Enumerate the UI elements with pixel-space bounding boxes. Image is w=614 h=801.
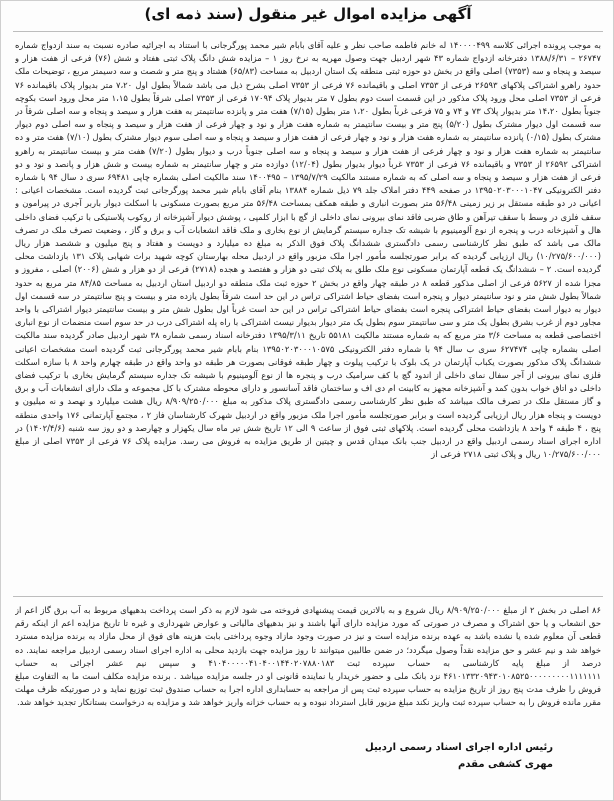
signature-office: رئیس اداره اجرای اسناد رسمی اردبیل <box>365 742 553 753</box>
signature-name: مهری کشفی مقدم <box>458 759 553 770</box>
section-divider <box>13 596 603 597</box>
notice-body-main: به موجب پرونده اجرائی کلاسه ۱۴۰۰۰۰۴۹۹ له خانم فاطمه صاحب نظر و علیه آقای بابام شیر محمد پورگرجانی با استناد به اجرائیه صادره نسبت به سند ازدواج شماره ۲۶۷۴۷ – ۱۳۸۸/۶/۳۱ دفترخانه ازدواج شماره ۴۳ شهر اردبیل جهت وصول مهریه به نرخ روز ۱ – مزایده شش دانگ پلاک ثبتی هفتاد و شش (۷۶) فرعی از هفت هزار و سیصد و پنجاه و سه (۷۳۵۳) اصلی واقع در بخش دو حوزه ثبتی منطقه یک استان اردبیل به مساحت (۶۵/۸۳) هشتاد و پنج متر و شصت و سه دسیمتر مربع ، توضیحات ملک حدود راهرو اشتراکی پلاکهای ۲۶۵۹۳ فرعی از ۷۳۵۳ اصلی و باقیمانده ۷۶ فرعی از ۷۳۵۳ اصلی بشرح ذیل می باشد شمالاً بطول اول ۷،۲۰ متر بدیوار پلاک باقیمانده ۷۶ فرعی از ۷۳۵۳ اصلی محل ورود پلاک مذکور در این قسمت است دوم بطول ۷ متر بدیوار پلاک ۱۷۰۹۴ فرعی از ۷۳۵۳ اصلی شرقاً بطول ۱،۱۵ متر محل ورود است بکوچه جنوباً بطول ۱۴،۲۰ متر بدیوار پلاک ۷۳ و ۷۴ و ۷۵ فرعی غرباً بطول ۱،۲۰ متر بطول (۷/۱۵) هفت متر و پانزده سانتیمتر به هفت هزار و سیصد و پنجاه و سه اصلی شرقاً در سه قسمت اول دیوار مشترک بطول (۵/۲۰) پنج متر و بیست سانتیمتر به شماره هفت هزار و نود و چهار فرعی از هفت هزار و سیصد و پنجاه و سه اصلی دوم دیوار مشترک بطول (۰/۱۵) پانزده سانتیمتر به شماره هفت هزار و نود و چهار فرعی از هفت هزار و سیصد و پنجاه و سه اصلی سوم دیوار مشترک بطول (۷/۱۰) هفت متر و ده سانتیمتر به شماره هفت هزار و نود و چهار فرعی از هفت هزار و سیصد و پنجاه و سه اصلی جنوباً درب و دیوار بطول (۷/۲۰) هفت متر و بیست سانتیمتر به راهرو اشتراکی ۲۶۵۹۲ از ۷۳۵۳ و باقیمانده ۷۶ فرعی از ۷۳۵۳ غرباً دیوار بدیوار بطول (۱۲/۰۴) دوازده متر و چهار سانتیمتر به شماره بیست و شش هزار و پانصد و نود و دو فرعی از هفت هزار و سیصد و پنجاه و سه اصلی که به شماره مستند مالکیت ۱۳۹۵/۷/۲۹ – ۱۴۰۰۴۹۵ سند مالکیت اصلی بشماره چاپی ۶۹۴۸۱ سری د سال ۹۴ با شماره دفتر الکترونیکی ۱۳۹۵۰۲۰۳۰۰۰۱۰۴۷ در صفحه ۴۴۹ دفتر املاک جلد ۷۹ ذیل شماره ۱۳۸۸۴ بنام آقای بابام شیر محمد پورگرجانی ثبت گردیده است. مشخصات اعیانی : اعیانی در دو طبقه مستقل بر زیر زمینی ۵۶/۴۸ متر بصورت انباری و طبقه همکف بمساحت ۵۶/۴۸ متر مربع بصورت مسکونی با اسکلت دیوار باربر آجری در پیرامون و سقف فلزی در وسط با سقف تیرآهن و طاق ضربی فاقد نمای بیرونی نمای داخلی از گچ با ابزار کلمپی ، پوشش دیوار آشپزخانه از روکوب پلاستیکی با ترکیب فضای داخلی هال و آشپزخانه درب و پنجره از نوع آلومینیوم با شیشه تک جداره سیستم گرمایش از نوع بخاری و ملک فاقد انشعابات آب و برق و گاز ، وضعیت تصرف ملک در تصرف مالک می باشد که طبق نظر کارشناسی رسمی دادگستری ششدانگ پلاک فوق الذکر به مبلغ ده میلیارد و دویست و هفتاد و پنج میلیون و ششصد هزار ریال (۱۰/۲۷۵/۶۰۰/۰۰۰) ریال ارزیابی گردیده که برابر صورتجلسه مأمور اجرا ملک مزبور واقع در اردبیل محله بهارستان کوچه شهید برات شهابی پلاک ۱۳۱ بازداشت محلی گردیده است. ۲ – ششدانگ یک قطعه آپارتمان مسکونی نوع ملک طلق به پلاک ثبتی دو هزار و هفتصد و هجده (۲۷۱۸) فرعی از دو هزار و شش (۲۰۰۶) اصلی ، مفروز و مجزا شده از ۵۶۲۷ فرعی از اصلی مذکور قطعه ۸ در طبقه چهار واقع در بخش ۲ حوزه ثبت ملک منطقه دو اردبیل استان اردبیل به مساحت ۸۴/۸۵ متر مربع به حدود شمالاً بطول شش متر و نود سانتیمتر دیوار و پنجره است بفضای حیاط اشتراکی تراس در این حد است شرقاً بطول یازده متر و بیست و پنج سانتیمتر در سه قسمت اول دیوار به دیوار است بفضای حیاط اشتراکی پنجره است بفضای حیاط اشتراکی تراس در این حد است غرباً اول بطول شش متر و بیست سانتیمتر دیوار اشتراکی با واحد مجاور دوم از غرب بشرق بطول یک متر و سی سانتیمتر سوم بطول یک متر دیوار بدیوار نیست اشتراکی با راه پله اشتراکی درب در حد سوم است منضمات از نوع انباری اختصاصی قطعه به مساحت ۳/۶ متر مربع که به شماره مستند مالکیت ۵۵۱۸۱ تاریخ ۱۳۹۵/۳/۱۱ دفترخانه اسناد رسمی شماره ۳۸ شهر اردبیل صادر گردیده سند مالکیت اصلی بشماره چاپی ۶۲۷۴۷۴ سری ب سال ۹۴ با شماره دفتر الکترونیکی ۱۳۹۵۰۲۰۳۰۰۰۱۰۵۷۵ بنام بابام شیر محمد پورگرجانی ثبت گردیده است مشخصات اعیانی ششدانگ پلاک مذکور بصورت یکباب آپارتمان در یک بلوک با ترکیب پیلوت و چهار طبقه فوقانی بصورت هر طبقه دو واحد واقع در طبقه چهارم واحد ۸ با سازه اسکلت فلزی نمای بیرونی از آجر سفال نمای داخلی از اندود گچ با کف سرامیک درب و پنجره ها از نوع آلومینیوم با شیشه تک جداره سیستم گرمایش بخاری با ترکیب فضای داخلی دو اتاق خواب بدون کمد و آشپزخانه مجهز به کابینت ام دی اف و ساختمان فاقد آسانسور و دارای محوطه مشترک با کل مجموعه و ملک دارای انشعابات آب و برق و گاز مستقل ملک در تصرف مالک میباشد که طبق نظر کارشناسی رسمی دادگستری پلاک مذکور به مبلغ ۸/۹۰۹/۲۵۰/۰۰۰ ریال هشت میلیارد و نهصد و نه میلیون و دویست و پنجاه هزار ریال ارزیابی گردیده است و برابر صورتجلسه مأمور اجرا ملک مزبور واقع در اردبیل شهرک کارشناسان فاز ۲ ، مجتمع آپارتمانی ۱۷۶ واحدی منطقه پنج ، ۴ طبقه ۴ واحد ۸ بازداشت محلی گردیده است. پلاکهای ثبتی فوق از ساعت ۹ الی ۱۲ تاریخ شش تیر ماه سال یکهزار و چهارصد و دو روز سه شنبه (۱۴۰۲/۴/۶) در اداره اجرای اسناد رسمی اردبیل واقع در اردبیل جنب بانک میدان قدس و چیتین از طریق مزایده به فروش می رسد. مزایده پلاک ۷۶ فرعی از ۷۳۵۳ اصلی از مبلغ ۱۰/۲۷۵/۶۰۰/۰۰۰ ریال و پلاک ثبتی ۲۷۱۸ فرعی از <box>15 40 601 460</box>
notice-title: آگهی مزایده اموال غیر منقول (سند ذمه ای) <box>144 5 472 23</box>
notice-body-terms: ۸۶ اصلی در بخش ۲ از مبلغ ۸/۹۰۹/۲۵۰/۰۰۰ ریال شروع و به بالاترین قیمت پیشنهادی فروخته می شود لازم به ذکر است پرداخت بدهیهای مربوط به آب برق گاز اعم از حق انشعاب و یا حق اشتراک و مصرف در صورتی که مورد مزایده دارای آنها باشند و نیز بدهیهای مالیاتی و عوارض شهرداری و غیره تا تاریخ مزایده اعم از اینکه رقم قطعی آن معلوم شده یا نشده باشد به عهده برنده مزایده است و نیز در صورت وجود مازاد وجوه پرداختی بابت هزینه های فوق از محل مازاد به برنده مزایده مسترد خواهد شد و نیم عشر و حق مزایده نقداً وصول میگردد؛ در ضمن طالبین میتوانند تا روز مزایده جهت بازدید محلی به اداره اجرای اسناد رسمی اردبیل مراجعه نمایند. ده درصد از مبلغ پایه کارشناسی به حساب سپرده ثبت ۴۱۰۴۰۰۰۰۰۴۱۰۴۰۰۱۴۴۰۲۰۷۸۸۰۱۸۳ و سپس نیم عشر اجرائی به حساب ۴۶۱۰۱۳۳۲۰۹۴۳۰۱۰۸۵۲۵۰۰۰۰۰۰۰۰۰۱۱۱۱۱۱۱ نزد بانک ملی و حضور خریدار یا نماینده قانونی او در جلسه مزایده میباشد . برنده مزایده مکلف است ما به التفاوت مبلغ فروش را ظرف مدت پنج روز از تاریخ مزایده به حساب سپرده ثبت پس از مراجعه به حسابداری اداره اجرا به حساب صندوق ثبت توزیع نماید و در صورتیکه ظرف مهلت مقرر مانده فروش را به حساب سپرده ثبت واریز نکند مبلغ مزبور قابل استرداد نبوده و به حساب خزانه واریز خواهد شد و مزایده به درخواست بستانکار تجدید خواهد شد. <box>15 605 601 708</box>
title-divider <box>13 31 603 32</box>
